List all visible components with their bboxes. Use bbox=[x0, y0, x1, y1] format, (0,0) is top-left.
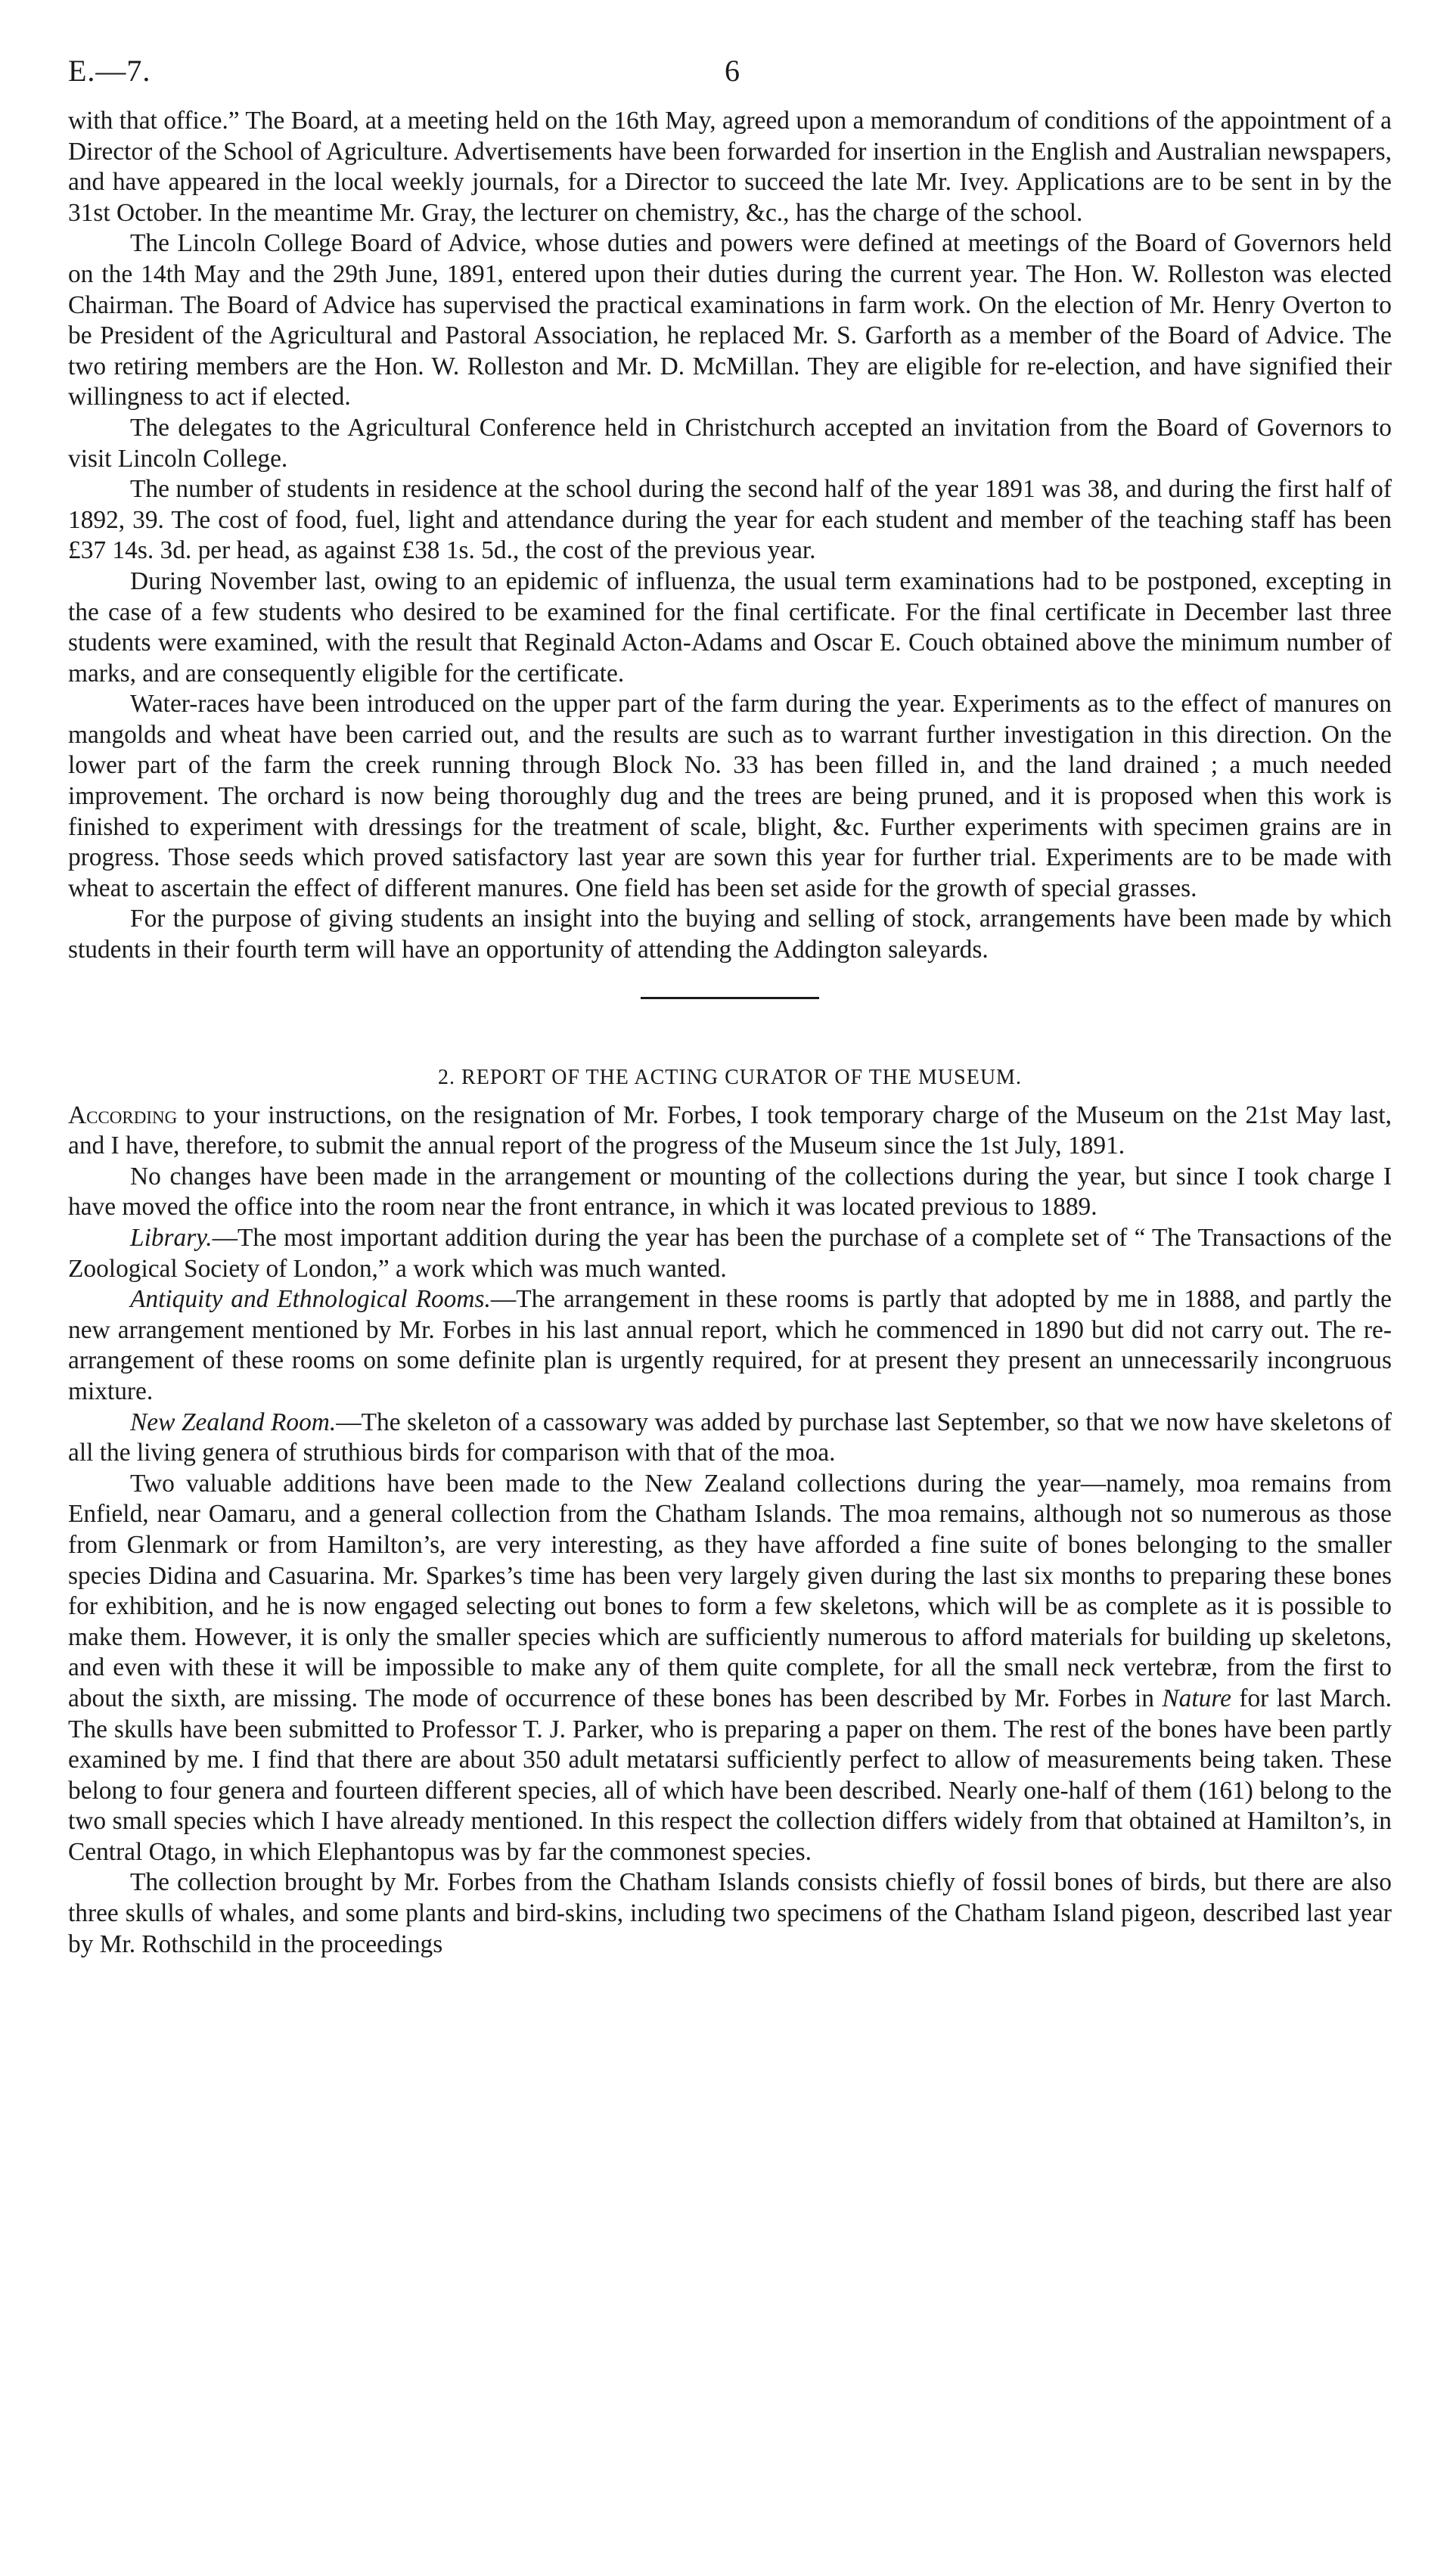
paragraph: No changes have been made in the arrangement or mounting of the collections during the year, but since I took charge I have moved the office into the room near the front entrance, in which it was located previous to 1889. bbox=[68, 1162, 1392, 1222]
paragraph-intro bbox=[68, 1101, 1392, 1162]
paragraph: The number of students in residence at the school during the second half of the year 1891 was 38, and during the first half of 1892, 39. The cost of food, fuel, light and attendance during the year for each student and member of the teaching staff has been £37 14s. 3d. per head, as against £38 1s. 5d., the cost of the previous year. bbox=[68, 475, 1392, 565]
page-header bbox=[68, 53, 1392, 106]
paragraph-nz-room bbox=[68, 1408, 1392, 1469]
document-code: E.—7. bbox=[68, 54, 151, 88]
paragraph: For the purpose of giving students an insight into the buying and selling of stock, arrangements have been made by which students in their fourth term will have an opportunity of attending the Addington saleyards. bbox=[68, 905, 1392, 964]
section-lincoln-college bbox=[68, 106, 1392, 966]
intro-text: to your instructions, on the resignation of Mr. Forbes, I took temporary charge of the Museum on the 21st May last, and I have, therefore, to submit the annual report of the progress of the Museum since the 1st July, 1891. bbox=[68, 1101, 1392, 1160]
nz-room-label: New Zealand Room. bbox=[130, 1408, 337, 1436]
paragraph-antiquity bbox=[68, 1284, 1392, 1407]
additions-text-after: for last March. The skulls have been submitted to Professor T. J. Parker, who is preparing a paper on them. The rest of the bones have been partly examined by me. I find that there are about 350 adult metatarsi sufficiently perfect to allow of measurements being taken. These belong to four genera and fourteen different species, all of which have been described. Nearly one-half of them (161) belong to the two small species which I have already mentioned. In this respect the collection differs widely from that obtained at Hamilton’s, in Central Otago, in which Elephantopus was by far the commonest species. bbox=[68, 1684, 1392, 1866]
nz-room-text: —The skeleton of a cassowary was added by purchase last September, so that we now have skeletons of all the living genera of struthious birds for comparison with that of the moa. bbox=[68, 1408, 1392, 1467]
section-heading: 2. REPORT OF THE ACTING CURATOR OF THE MUSEUM. bbox=[438, 1065, 1022, 1089]
paragraph-library bbox=[68, 1223, 1392, 1284]
section-divider bbox=[641, 997, 819, 999]
paragraph-additions bbox=[68, 1469, 1392, 1868]
intro-lead-word: According bbox=[68, 1101, 178, 1129]
paragraph: During November last, owing to an epidemic of influenza, the usual term examinations had to be postponed, excepting in the case of a few students who desired to be examined for the final certificate. For the final certificate in December last three students were examined, with the result that Reginald Acton-Adams and Oscar E. Couch obtained above the minimum number of marks, and are consequently eligible for the certificate. bbox=[68, 567, 1392, 688]
section-museum-report bbox=[68, 1101, 1392, 1960]
page-number: 6 bbox=[725, 54, 740, 88]
antiquity-text: —The arrangement in these rooms is partly that adopted by me in 1888, and partly the new arrangement mentioned by Mr. Forbes in his last annual report, which he commenced in 1890 but did not carry out. The re-arrangement of these rooms on some definite plan is urgently required, for at present they present an unnecessarily incongruous mixture. bbox=[68, 1285, 1392, 1405]
paragraph: The delegates to the Agricultural Conference held in Christchurch accepted an invitation from the Board of Governors to visit Lincoln College. bbox=[68, 413, 1392, 473]
journal-title: Nature bbox=[1162, 1684, 1231, 1712]
library-label: Library. bbox=[130, 1224, 213, 1252]
paragraph: with that office.” The Board, at a meeting held on the 16th May, agreed upon a memorandum of conditions of the appointment of a Director of the School of Agriculture. Advertisements have been forwarded for insertion in the English and Australian newspapers, and have appeared in the local weekly journals, for a Director to succeed the late Mr. Ivey. Applications are to be sent in by the 31st October. In the meantime Mr. Gray, the lecturer on chemistry, &c., has the charge of the school. bbox=[68, 107, 1392, 227]
additions-text-before: Two valuable additions have been made to the New Zealand collections during the year—namely, moa remains from Enfield, near Oamaru, and a general collection from the Chatham Islands. The moa remains, although not so numerous as those from Glenmark or from Hamilton’s, are very interesting, as they have afforded a fine suite of bones belonging to the smaller species Didina and Casuarina. Mr. Sparkes’s time has been very largely given during the last six months to preparing these bones for exhibition, and he is now engaged selecting out bones to form a few skeletons, which will be as complete as it is possible to make them. However, it is only the smaller species which are sufficiently numerous to afford materials for building up skeletons, and even with these it will be impossible to make any of them quite complete, for all the small neck vertebræ, from the first to about the sixth, are missing. The mode of occurrence of these bones has been described by Mr. Forbes in bbox=[68, 1469, 1392, 1712]
document-page bbox=[68, 53, 1392, 1960]
paragraph: The Lincoln College Board of Advice, whose duties and powers were defined at meetings of the Board of Governors held on the 14th May and the 29th June, 1891, entered upon their duties during the current year. The Hon. W. Rolleston was elected Chairman. The Board of Advice has supervised the practical examinations in farm work. On the election of Mr. Henry Overton to be President of the Agricultural and Pastoral Association, he replaced Mr. S. Garforth as a member of the Board of Advice. The two retiring members are the Hon. W. Rolleston and Mr. D. McMillan. They are eligible for re-election, and have signified their willingness to act if elected. bbox=[68, 229, 1392, 411]
library-text: —The most important addition during the year has been the purchase of a complete set of “ The Transactions of the Zoological Society of London,” a work which was much wanted. bbox=[68, 1224, 1392, 1283]
paragraph: The collection brought by Mr. Forbes from the Chatham Islands consists chiefly of fossil bones of birds, but there are also three skulls of whales, and some plants and bird-skins, including two specimens of the Chatham Island pigeon, described last year by Mr. Rothschild in the proceedings bbox=[68, 1868, 1392, 1958]
antiquity-label: Antiquity and Ethnological Rooms. bbox=[130, 1285, 491, 1314]
paragraph: Water-races have been introduced on the upper part of the farm during the year. Experiments as to the effect of manures on mangolds and wheat have been carried out, and the results are such as to warrant further investigation in this direction. On the lower part of the farm the creek running through Block No. 33 has been filled in, and the land drained ; a much needed improvement. The orchard is now being thoroughly dug and the trees are being pruned, and it is proposed when this work is finished to experiment with dressings for the treatment of scale, blight, &c. Further experiments with specimen grains are in progress. Those seeds which proved satisfactory last year are sown this year for further trial. Experiments are to be made with wheat to ascertain the effect of different manures. One field has been set aside for the growth of special grasses. bbox=[68, 690, 1392, 902]
